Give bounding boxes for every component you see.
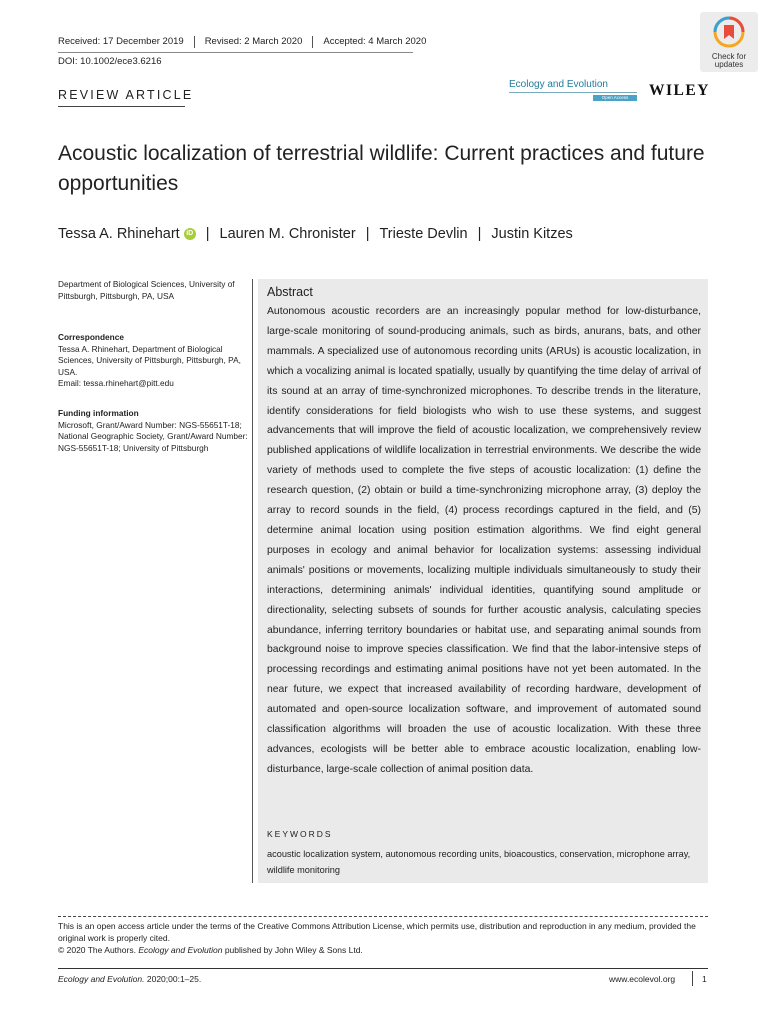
citation [58,974,201,984]
open-access-badge: Open Access [593,95,637,101]
check-updates-label-1: Check for [711,52,747,61]
abstract-heading: Abstract [267,285,313,299]
author-separator: | [205,226,210,242]
journal-logo[interactable]: Ecology and Evolution [509,79,608,90]
author-separator: | [477,226,482,242]
copyright-journal: Ecology and Evolution [138,944,223,955]
citation-rule [58,968,708,969]
affiliation: Department of Biological Sciences, University of Pittsburgh, Pittsburgh, PA, USA [58,279,235,301]
check-updates-label-2: updates [714,60,744,69]
revised-date: Revised: 2 March 2020 [194,36,313,48]
correspondence-heading: Correspondence [58,332,124,342]
publisher-logo[interactable]: WILEY [649,82,710,99]
license-text: This is an open access article under the terms of the Creative Commons Attribution License, which permits use, distribution and reproduction in any medium, provided the original work is properly cited. [58,921,696,943]
abstract-text: Autonomous acoustic recorders are an increasingly popular method for low-disturbance, large-scale monitoring of sound-producing animals, such as birds, anurans, bats, and other mammals. A specialized use of autonomous recording units (ARUs) is acoustic localization, in which a vocalizing animal is located spatially, usually by quantifying the time delay of arrival of its sound at an array of time-synchronized microphones. To describe trends in the literature, identify considerations for field biologists who wish to use these systems, and suggest advancements that will improve the field of acoustic localization, we comprehensively review published applications of wildlife localization in terrestrial environments. We describe the wide variety of methods used to complete the five steps of acoustic localization: (1) define the research question, (2) obtain or build a time-synchronizing microphone array, (3) deploy the array to record sounds in the field, (4) process recordings captured in the field, and (5) determine animal location using position estimation algorithms. We find eight general purposes in ecology and animal behavior for localization systems: assessing individual animals' positions or movements, localizing multiple individuals simultaneously to study their interactions, determining animals' individual identities, quantifying sound amplitude or directionality, selecting subsets of sounds for further acoustic analysis, calculating species abundance, inferring territory boundaries or habitat use, and separating animal sounds from background noise to improve species classification. We find that the labor-intensive steps of processing recordings and estimating animal positions have not yet been automated. In the near future, we expect that increased availability of recording hardware, development of automated and open-source localization software, and improvement of automated sound classification algorithms will broaden the use of acoustic localization. With these three advances, ecologists will be better able to embrace acoustic localization, enabling low-disturbance, large-scale collection of animal position data. [267,306,701,775]
received-date: Received: 17 December 2019 [58,36,184,47]
copyright-line [58,945,708,957]
funding-heading: Funding information [58,408,139,418]
author-name[interactable]: Lauren M. Chronister [219,226,356,242]
keywords-heading: KEYWORDS [267,829,333,839]
orcid-icon[interactable]: iD [184,228,196,240]
page-number: 1 [702,974,707,984]
article-title: Acoustic localization of terrestrial wildlife: Current practices and future opportunities [58,142,705,195]
check-for-updates-button[interactable] [700,12,758,72]
keywords-text: acoustic localization system, autonomous recording units, bioacoustics, conservation, microphone array, wildlife monitoring [267,849,691,875]
journal-logo-rule [509,92,637,93]
page-separator [692,971,693,986]
copyright-prefix: © 2020 The Authors. [58,944,136,955]
footnote-rule [58,916,708,917]
correspondence-email[interactable]: Email: tessa.rhinehart@pitt.edu [58,378,174,388]
article-type-rule [58,106,185,107]
author-separator: | [365,226,370,242]
author-name[interactable]: Justin Kitzes [491,226,573,242]
journal-website-link[interactable]: www.ecolevol.org [609,974,676,984]
sidebar-divider [252,279,253,883]
doi-link[interactable]: DOI: 10.1002/ece3.6216 [58,56,162,67]
author-name[interactable]: Tessa A. Rhinehart [58,226,180,242]
correspondence [58,332,248,390]
license-footnote [58,921,708,956]
accepted-date: Accepted: 4 March 2020 [312,36,436,48]
correspondence-text: Tessa A. Rhinehart, Department of Biological Sciences, University of Pittsburgh, Pittsburgh, PA, USA. [58,343,241,377]
funding-information [58,408,248,454]
citation-details: 2020;00:1–25. [146,974,202,984]
copyright-suffix: published by John Wiley & Sons Ltd. [224,944,363,955]
citation-journal: Ecology and Evolution. [58,974,145,984]
funding-text: Microsoft, Grant/Award Number: NGS-55651T-18; National Geographic Society, Grant/Award Number: NGS-55651T-18; University of Pittsburgh [58,419,248,453]
author-list [58,226,573,242]
author-name[interactable]: Trieste Devlin [379,226,468,242]
article-type: REVIEW ARTICLE [58,88,194,102]
bookmark-ribbon-icon [713,16,745,48]
article-history [58,36,436,48]
